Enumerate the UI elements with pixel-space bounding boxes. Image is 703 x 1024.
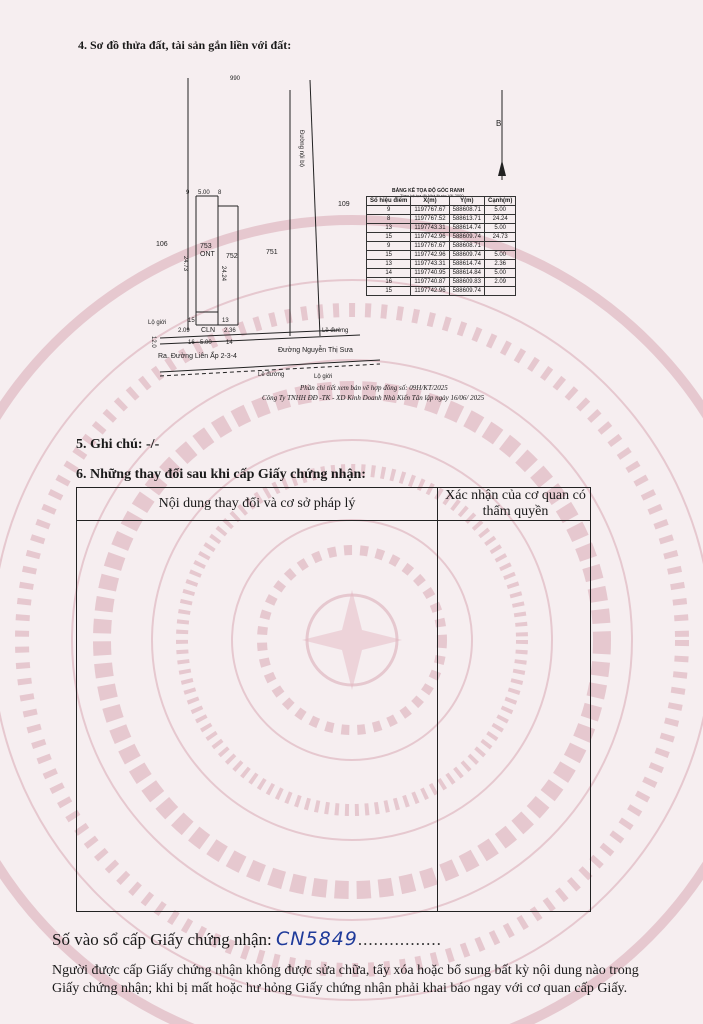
label-cln: CLN <box>201 327 216 334</box>
legal-notice: Người được cấp Giấy chứng nhận không được sửa chữa, tẩy xóa hoặc bổ sung bất kỳ nội dung nào trong Giấy chứng nhận; khi bị mất hoặc hư hỏng Giấy chứng nhận phải khai báo ngay với cơ quan cấp Giấy. <box>52 963 639 996</box>
label-le-duong-1: Lề đường <box>322 328 349 334</box>
header-y: Y(m) <box>449 197 484 206</box>
header-x: X(m) <box>411 197 449 206</box>
header-change-content: Nội dung thay đổi và cơ sở pháp lý <box>158 496 356 511</box>
point-8: 8 <box>218 190 222 196</box>
coordinate-table <box>366 196 516 296</box>
header-edge: Cạnh(m) <box>484 197 515 206</box>
edge-5-00-bottom: 5.00 <box>200 340 212 346</box>
registration-number: CN5849 <box>276 928 358 950</box>
table-row: 15 1197742.96 588609.74 24.73 <box>367 233 516 242</box>
label-lo-gioi-1: Lộ giới <box>148 320 167 326</box>
coord-table-header <box>367 197 516 206</box>
map-company: Công Ty TNHH ĐĐ -TK - XD Kinh Doanh Nhà Kiến Tân lập ngày 16/06/ 2025 <box>262 394 485 402</box>
label-751: 751 <box>266 249 278 256</box>
point-9: 9 <box>186 190 190 196</box>
north-arrow-icon <box>498 160 506 176</box>
section-5-title: 5. Ghi chú: -/- <box>76 437 160 452</box>
label-road-lien-ap: Ra. Đường Liên Ấp 2-3-4 <box>158 353 237 360</box>
label-lo-gioi-2: Lộ giới <box>314 374 333 380</box>
label-le-duong-2: Lề đường <box>258 372 285 378</box>
label-990: 990 <box>230 76 241 82</box>
label-road-nguyen: Đường Nguyễn Thị Sưa <box>278 347 353 354</box>
table-row: 9 1197767.67 588608.71 <box>367 242 516 251</box>
table-row: 9 1197767.67 588608.71 5.00 <box>367 206 516 215</box>
point-14: 14 <box>226 340 233 346</box>
edge-2-36: 2.36 <box>224 328 236 334</box>
coord-table-caption: BẢNG KÊ TỌA ĐỘ GÓC RANH <box>392 188 465 194</box>
section-6-title: 6. Những thay đổi sau khi cấp Giấy chứng nhận: <box>76 467 366 482</box>
point-13: 13 <box>222 318 229 324</box>
map-note: Phần chi tiết xem bản vẽ hợp đồng số: 09H/KT/2025 <box>300 384 448 392</box>
label-109: 109 <box>338 201 350 208</box>
label-street-vertical: Đường nội bộ <box>298 130 304 167</box>
edge-2-09: 2.09 <box>178 328 190 334</box>
coord-table-subcaption: Theo hệ tọa độ Nhà Nước VN-2000 <box>400 193 464 198</box>
edge-5-00-top: 5.00 <box>198 190 210 196</box>
table-row: 8 1197767.52 588613.71 24.24 <box>367 215 516 224</box>
header-authority-confirmation: Xác nhận của cơ quan có thẩm quyền <box>445 488 586 519</box>
header-point: Số hiệu điểm <box>367 197 411 206</box>
label-752: 752 <box>226 253 238 260</box>
table-row: 15 1197742.96 588609.74 <box>367 287 516 296</box>
label-ont: ONT <box>200 251 215 258</box>
registration-line <box>52 928 442 950</box>
registration-label: Số vào sổ cấp Giấy chứng nhận: <box>52 930 272 949</box>
label-753: 753 <box>200 243 212 250</box>
table-row: 13 1197743.31 588614.74 5.00 <box>367 224 516 233</box>
north-arrow-label: B <box>496 119 502 128</box>
section-4-title: 4. Sơ đồ thửa đất, tài sản gắn liền với đất: <box>78 38 292 52</box>
table-row: 16 1197740.87 588609.83 2.09 <box>367 278 516 287</box>
edge-24-24: 24.24 <box>220 266 226 282</box>
registration-dots: ................ <box>357 930 442 949</box>
table-row: 13 1197743.31 588614.74 2.36 <box>367 260 516 269</box>
point-16: 16 <box>188 340 195 346</box>
changes-table <box>76 487 591 912</box>
table-row: 14 1197740.95 588614.84 5.00 <box>367 269 516 278</box>
edge-12: 12.0 <box>150 336 156 348</box>
point-15: 15 <box>188 318 195 324</box>
table-row: 15 1197742.96 588609.74 5.00 <box>367 251 516 260</box>
column-divider <box>437 488 438 911</box>
edge-24-73: 24.73 <box>182 256 188 272</box>
label-106: 106 <box>156 241 168 248</box>
